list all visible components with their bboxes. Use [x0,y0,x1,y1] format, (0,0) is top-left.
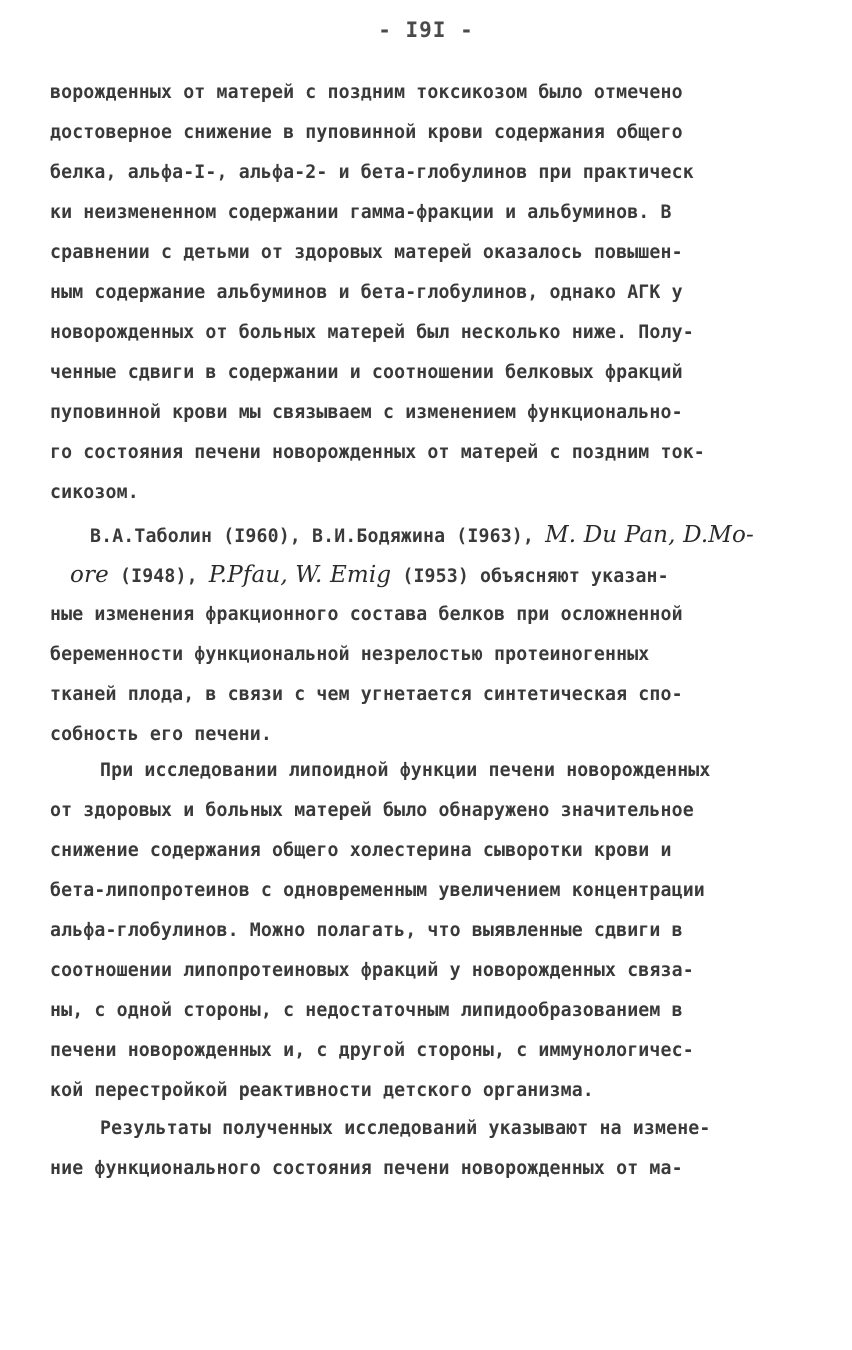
text-line: от здоровых и больных матерей было обнаружено значительное [50,800,694,821]
text-line: новорожденных от больных матерей был несколько ниже. Полу- [50,322,694,343]
text-line-with-handwriting [90,520,754,550]
text-line: собность его печени. [50,724,272,745]
text-line: ворожденных от матерей с поздним токсикозом было отмечено [50,82,683,103]
text-line: ченные сдвиги в содержании и соотношении белковых фракций [50,362,683,383]
text-line: ным содержание альбуминов и бета-глобулинов, однако АГК у [50,282,683,303]
text-line: Результаты полученных исследований указывают на измене- [100,1118,711,1139]
typed-text: (I948), [108,566,209,587]
text-line: кой перестройкой реактивности детского организма. [50,1080,594,1101]
text-line: ные изменения фракционного состава белков при осложненной [50,604,683,625]
text-line: беременности функциональной незрелостью протеиногенных [50,644,650,665]
text-line: печени новорожденных и, с другой стороны, с иммунологичес- [50,1040,694,1061]
text-line: альфа-глобулинов. Можно полагать, что выявленные сдвиги в [50,920,683,941]
text-line: снижение содержания общего холестерина сыворотки крови и [50,840,672,861]
text-line: пуповинной крови мы связываем с изменением функционально- [50,402,683,423]
text-line: бета-липопротеинов с одновременным увеличением концентрации [50,880,705,901]
text-line: белка, альфа-I-, альфа-2- и бета-глобулинов при практическ [50,162,694,183]
text-line: достоверное снижение в пуповинной крови содержания общего [50,122,683,143]
text-line: сравнении с детьми от здоровых матерей оказалось повышен- [50,242,683,263]
text-line: сикозом. [50,482,139,503]
text-line: соотношении липопротеиновых фракций у новорожденных связа- [50,960,694,981]
handwritten-text: M. Du Pan, D.Mo- [545,522,754,548]
text-line: При исследовании липоидной функции печени новорожденных [100,760,711,781]
handwritten-text: P.Pfau, W. Emig [208,562,392,588]
text-line: ки неизмененном содержании гамма-фракции и альбуминов. В [50,202,672,223]
text-line: го состояния печени новорожденных от матерей с поздним ток- [50,442,705,463]
typed-text: (I953) объясняют указан- [391,566,669,587]
page-number: - I9I - [378,18,474,42]
text-line: ны, с одной стороны, с недостаточным липидообразованием в [50,1000,683,1021]
text-line-with-handwriting [70,560,669,590]
typed-text: В.А.Таболин (I960), В.И.Бодяжина (I963), [90,526,546,547]
text-line: тканей плода, в связи с чем угнетается синтетическая спо- [50,684,683,705]
text-line: ние функционального состояния печени новорожденных от ма- [50,1158,683,1179]
handwritten-text: ore [70,562,109,588]
